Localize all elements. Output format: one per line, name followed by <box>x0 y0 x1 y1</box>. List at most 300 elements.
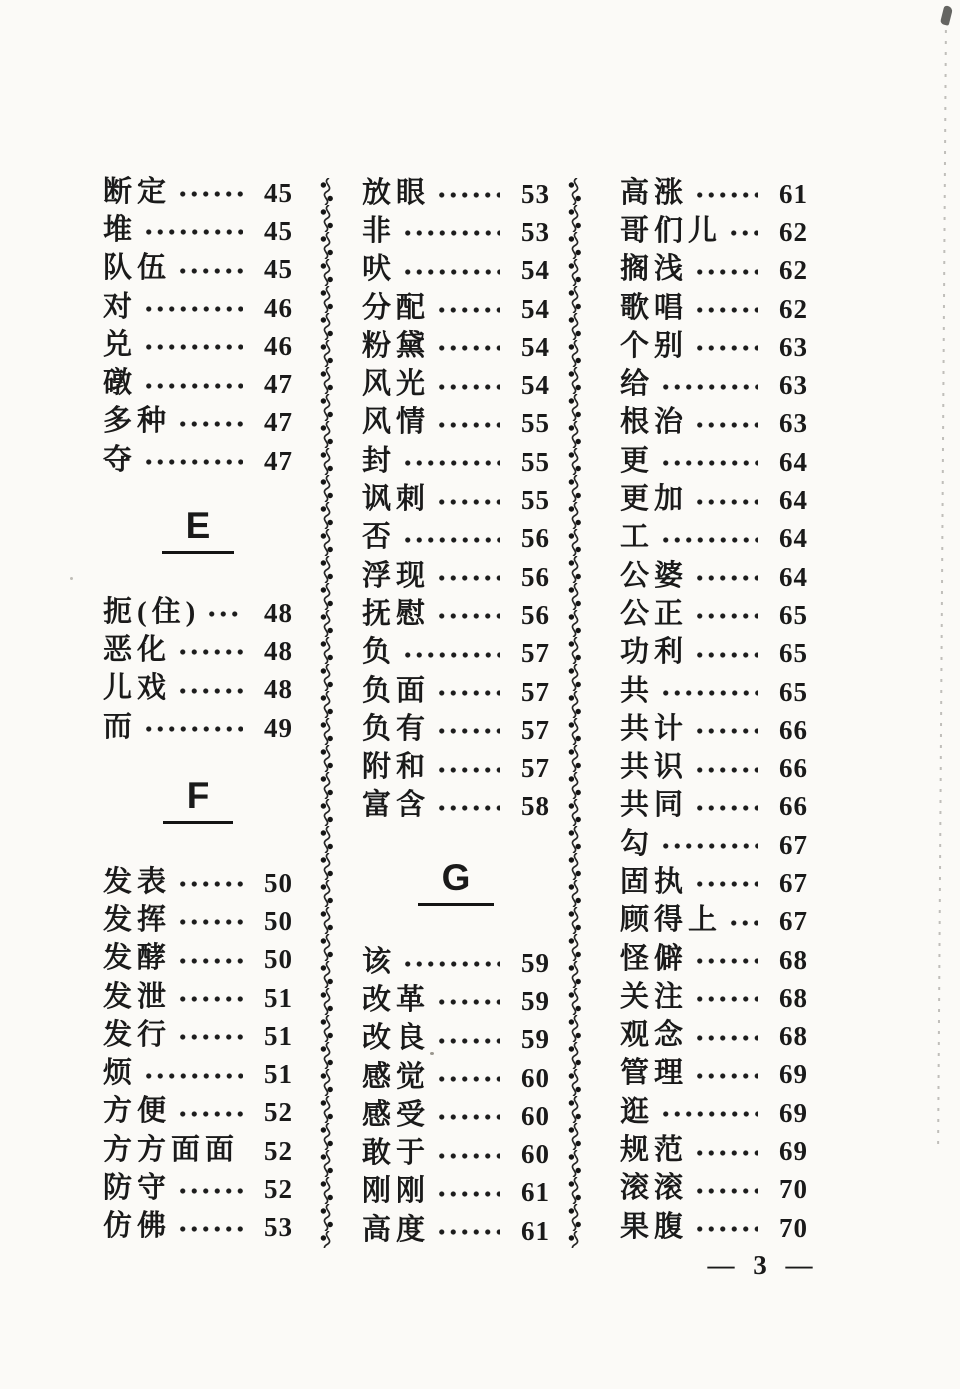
entry-page-number: 48 <box>264 597 293 628</box>
entry-term: 烦 <box>103 1057 138 1090</box>
index-entry <box>362 1020 550 1058</box>
dot-leader <box>694 189 758 201</box>
index-entry <box>362 1096 550 1134</box>
index-entry <box>362 557 550 595</box>
entry-page-number: 62 <box>779 255 808 286</box>
entry-page-number: 64 <box>779 523 808 554</box>
dot-leader <box>436 304 500 316</box>
dot-leader <box>436 496 500 508</box>
index-entry <box>362 1058 550 1096</box>
dot-leader <box>694 304 758 316</box>
entry-page-number: 69 <box>779 1097 808 1128</box>
entry-term: 分配 <box>362 291 431 324</box>
index-entry <box>620 557 808 595</box>
entry-term: 发行 <box>103 1018 172 1051</box>
dot-leader <box>402 649 500 661</box>
column2-section-g-entries <box>362 943 550 1249</box>
entry-term: 浮现 <box>362 559 431 592</box>
section-letter-f: F <box>163 776 234 824</box>
entry-page-number: 64 <box>779 446 808 477</box>
entry-term: 改革 <box>362 983 431 1016</box>
entry-term: 果腹 <box>620 1210 689 1243</box>
entry-term: 兑 <box>103 328 138 361</box>
entry-page-number: 52 <box>264 1135 293 1166</box>
page-number-footer: — 3 — <box>707 1250 819 1280</box>
dot-leader <box>728 227 758 239</box>
scan-speck <box>70 577 73 580</box>
index-entry <box>362 365 550 403</box>
dot-leader <box>436 687 500 699</box>
entry-term: 搁浅 <box>620 253 689 286</box>
index-entry <box>103 940 293 978</box>
entry-page-number: 51 <box>264 1059 293 1090</box>
entry-page-number: 54 <box>521 370 550 401</box>
entry-term: 高涨 <box>620 176 689 209</box>
index-entry <box>103 364 293 402</box>
dot-leader <box>436 610 500 622</box>
index-entry <box>103 173 293 211</box>
dot-leader <box>436 725 500 737</box>
index-entry <box>103 1093 293 1131</box>
entry-term: 改良 <box>362 1022 431 1055</box>
dot-leader <box>728 917 758 929</box>
entry-term: 讽刺 <box>362 483 431 516</box>
entry-page-number: 56 <box>521 561 550 592</box>
entry-page-number: 67 <box>779 829 808 860</box>
dot-leader <box>177 1223 243 1235</box>
column2-section-f-entries <box>362 174 550 825</box>
index-entry <box>620 1017 808 1055</box>
index-entry <box>103 901 293 939</box>
entry-page-number: 52 <box>264 1097 293 1128</box>
entry-page-number: 51 <box>264 982 293 1013</box>
entry-page-number: 57 <box>521 714 550 745</box>
index-entry <box>362 404 550 442</box>
dot-leader <box>694 725 758 737</box>
entry-term: 恶化 <box>103 633 172 666</box>
entry-page-number: 68 <box>779 982 808 1013</box>
index-entry <box>620 212 808 250</box>
entry-page-number: 51 <box>264 1020 293 1051</box>
entry-page-number: 65 <box>779 599 808 630</box>
index-entry <box>103 288 293 326</box>
index-entry <box>103 631 293 669</box>
index-entry <box>620 365 808 403</box>
index-entry <box>103 250 293 288</box>
entry-page-number: 50 <box>264 944 293 975</box>
index-entry <box>362 1211 550 1249</box>
entry-page-number: 69 <box>779 1059 808 1090</box>
dot-leader <box>402 266 500 278</box>
entry-term: 儿戏 <box>103 672 172 705</box>
entry-page-number: 59 <box>521 1024 550 1055</box>
index-entry <box>620 710 808 748</box>
entry-term: 固执 <box>620 865 689 898</box>
index-entry <box>620 519 808 557</box>
entry-page-number: 45 <box>264 177 293 208</box>
entry-term: 哥们儿 <box>620 214 723 247</box>
dot-leader <box>660 687 758 699</box>
entry-page-number: 50 <box>264 867 293 898</box>
index-entry <box>362 442 550 480</box>
index-entry <box>362 787 550 825</box>
entry-page-number: 66 <box>779 714 808 745</box>
entry-term: 礅 <box>103 367 138 400</box>
entry-term: 共识 <box>620 751 689 784</box>
entry-term: 个别 <box>620 329 689 362</box>
section-letter-g: G <box>418 858 495 906</box>
entry-term: 断定 <box>103 175 172 208</box>
entry-page-number: 64 <box>779 561 808 592</box>
dot-leader <box>177 188 243 200</box>
entry-term: 而 <box>103 710 138 743</box>
index-entry <box>620 442 808 480</box>
entry-term: 敢于 <box>362 1137 431 1170</box>
dot-leader <box>694 610 758 622</box>
section-letter-e: E <box>162 506 235 554</box>
entry-term: 刚刚 <box>362 1175 431 1208</box>
dot-leader <box>694 342 758 354</box>
dot-leader <box>436 764 500 776</box>
dot-leader <box>177 265 243 277</box>
entry-page-number: 53 <box>264 1212 293 1243</box>
entry-page-number: 57 <box>521 676 550 707</box>
wavy-column-divider-left <box>315 178 339 1248</box>
index-entry <box>620 404 808 442</box>
index-entry <box>103 403 293 441</box>
dot-leader <box>660 381 758 393</box>
dot-leader <box>177 993 243 1005</box>
scan-edge-artifact <box>937 30 947 1145</box>
dot-leader <box>436 419 500 431</box>
entry-term: 共计 <box>620 712 689 745</box>
index-entry <box>620 902 808 940</box>
dot-leader <box>177 955 243 967</box>
dot-leader <box>402 534 500 546</box>
entry-page-number: 69 <box>779 1136 808 1167</box>
index-entry <box>362 1173 550 1211</box>
entry-term: 共 <box>620 674 655 707</box>
entry-term: 抚慰 <box>362 597 431 630</box>
index-entry <box>103 863 293 901</box>
entry-term: 关注 <box>620 980 689 1013</box>
entry-page-number: 55 <box>521 446 550 477</box>
entry-term: 更加 <box>620 483 689 516</box>
dot-leader <box>143 303 243 315</box>
entry-term: 非 <box>362 214 397 247</box>
index-entry <box>362 710 550 748</box>
entry-page-number: 60 <box>521 1139 550 1170</box>
dot-leader <box>694 496 758 508</box>
dot-leader <box>436 189 500 201</box>
index-entry <box>103 1016 293 1054</box>
dot-leader <box>436 342 500 354</box>
dot-leader <box>143 380 243 392</box>
index-entry <box>362 289 550 327</box>
entry-page-number: 52 <box>264 1174 293 1205</box>
entry-term: 负有 <box>362 712 431 745</box>
entry-page-number: 53 <box>521 216 550 247</box>
entry-page-number: 65 <box>779 676 808 707</box>
index-entry <box>362 634 550 672</box>
entry-page-number: 59 <box>521 947 550 978</box>
dot-leader <box>694 649 758 661</box>
index-entry <box>620 978 808 1016</box>
dot-leader <box>143 226 243 238</box>
dot-leader <box>694 1070 758 1082</box>
index-entry <box>362 981 550 1019</box>
entry-term: 给 <box>620 368 655 401</box>
index-entry <box>103 326 293 364</box>
dot-leader <box>694 419 758 431</box>
column1-section-d-entries <box>103 173 293 479</box>
entry-term: 该 <box>362 945 397 978</box>
column1-section-f-entries <box>103 863 293 1246</box>
entry-page-number: 45 <box>264 254 293 285</box>
section-header-f <box>103 776 293 824</box>
dot-leader <box>694 572 758 584</box>
entry-page-number: 47 <box>264 445 293 476</box>
entry-page-number: 66 <box>779 753 808 784</box>
dot-leader <box>436 1188 500 1200</box>
index-entry <box>362 943 550 981</box>
dot-leader <box>660 1108 758 1120</box>
index-entry <box>620 174 808 212</box>
entry-page-number: 63 <box>779 331 808 362</box>
entry-term: 方方面面 <box>103 1133 240 1166</box>
entry-page-number: 49 <box>264 712 293 743</box>
index-entry <box>103 593 293 631</box>
dot-leader <box>694 802 758 814</box>
entry-term: 附和 <box>362 751 431 784</box>
dot-leader <box>694 1185 758 1197</box>
dot-leader <box>436 802 500 814</box>
entry-page-number: 59 <box>521 985 550 1016</box>
dot-leader <box>177 1108 243 1120</box>
entry-term: 负面 <box>362 674 431 707</box>
entry-term: 扼(住) <box>103 595 201 628</box>
entry-term: 功利 <box>620 636 689 669</box>
entry-page-number: 46 <box>264 292 293 323</box>
entry-page-number: 50 <box>264 905 293 936</box>
entry-term: 怪僻 <box>620 942 689 975</box>
dot-leader <box>436 1111 500 1123</box>
index-entry <box>362 251 550 289</box>
index-entry <box>103 211 293 249</box>
entry-term: 共同 <box>620 789 689 822</box>
entry-page-number: 61 <box>521 1215 550 1246</box>
entry-term: 公婆 <box>620 559 689 592</box>
entry-page-number: 60 <box>521 1100 550 1131</box>
entry-term: 防守 <box>103 1172 172 1205</box>
entry-page-number: 62 <box>779 293 808 324</box>
index-entry <box>620 251 808 289</box>
dot-leader <box>177 878 243 890</box>
index-entry <box>103 441 293 479</box>
entry-term: 吠 <box>362 253 397 286</box>
index-entry <box>362 595 550 633</box>
entry-page-number: 64 <box>779 485 808 516</box>
entry-term: 方便 <box>103 1095 172 1128</box>
index-entry <box>362 672 550 710</box>
entry-term: 根治 <box>620 406 689 439</box>
entry-term: 队伍 <box>103 252 172 285</box>
index-entry <box>620 1208 808 1246</box>
entry-page-number: 48 <box>264 674 293 705</box>
entry-term: 富含 <box>362 789 431 822</box>
index-entry <box>362 480 550 518</box>
dot-leader <box>436 1150 500 1162</box>
entry-term: 公正 <box>620 597 689 630</box>
entry-term: 顾得上 <box>620 904 723 937</box>
entry-page-number: 66 <box>779 791 808 822</box>
index-entry <box>620 863 808 901</box>
dot-leader <box>436 1035 500 1047</box>
entry-page-number: 67 <box>779 906 808 937</box>
dot-leader <box>436 572 500 584</box>
entry-page-number: 46 <box>264 330 293 361</box>
entry-term: 发泄 <box>103 980 172 1013</box>
column3-section-g-entries <box>620 174 808 1246</box>
index-entry <box>620 1170 808 1208</box>
index-entry <box>362 212 550 250</box>
dot-leader <box>143 723 243 735</box>
entry-term: 发酵 <box>103 942 172 975</box>
index-entry <box>620 634 808 672</box>
dot-leader <box>143 341 243 353</box>
wavy-column-divider-right <box>563 178 587 1248</box>
index-entry <box>620 595 808 633</box>
entry-term: 观念 <box>620 1019 689 1052</box>
entry-page-number: 67 <box>779 867 808 898</box>
index-entry <box>620 327 808 365</box>
index-entry <box>620 289 808 327</box>
entry-page-number: 68 <box>779 1021 808 1052</box>
entry-term: 发挥 <box>103 903 172 936</box>
dot-leader <box>660 457 758 469</box>
entry-page-number: 56 <box>521 599 550 630</box>
dot-leader <box>694 764 758 776</box>
entry-term: 否 <box>362 521 397 554</box>
index-entry <box>620 825 808 863</box>
dot-leader <box>694 1032 758 1044</box>
dot-leader <box>660 840 758 852</box>
entry-page-number: 70 <box>779 1174 808 1205</box>
dot-leader <box>177 1031 243 1043</box>
index-entry <box>620 672 808 710</box>
entry-page-number: 70 <box>779 1212 808 1243</box>
entry-term: 感觉 <box>362 1060 431 1093</box>
entry-term: 管理 <box>620 1057 689 1090</box>
entry-term: 发表 <box>103 865 172 898</box>
entry-page-number: 54 <box>521 293 550 324</box>
entry-term: 工 <box>620 521 655 554</box>
entry-term: 仿佛 <box>103 1210 172 1243</box>
index-entry <box>362 519 550 557</box>
dot-leader <box>694 878 758 890</box>
index-entry <box>103 1054 293 1092</box>
entry-page-number: 68 <box>779 944 808 975</box>
entry-page-number: 47 <box>264 369 293 400</box>
dot-leader <box>436 996 500 1008</box>
section-header-e <box>103 506 293 554</box>
entry-page-number: 47 <box>264 407 293 438</box>
entry-page-number: 55 <box>521 485 550 516</box>
column1-section-e-entries <box>103 593 293 746</box>
entry-page-number: 54 <box>521 331 550 362</box>
entry-term: 勾 <box>620 827 655 860</box>
index-entry <box>620 1131 808 1169</box>
entry-page-number: 55 <box>521 408 550 439</box>
dot-leader <box>143 456 243 468</box>
dot-leader <box>143 1070 243 1082</box>
entry-page-number: 57 <box>521 753 550 784</box>
entry-term: 规范 <box>620 1134 689 1167</box>
index-entry <box>103 978 293 1016</box>
entry-term: 歌唱 <box>620 291 689 324</box>
entry-term: 夺 <box>103 443 138 476</box>
scan-ink-mark <box>940 5 953 26</box>
dot-leader <box>402 457 500 469</box>
index-entry <box>362 327 550 365</box>
dot-leader <box>402 958 500 970</box>
entry-term: 更 <box>620 444 655 477</box>
entry-term: 滚滚 <box>620 1172 689 1205</box>
index-entry <box>103 670 293 708</box>
entry-page-number: 63 <box>779 370 808 401</box>
entry-term: 放眼 <box>362 176 431 209</box>
dot-leader <box>177 1185 243 1197</box>
entry-page-number: 54 <box>521 255 550 286</box>
entry-page-number: 58 <box>521 791 550 822</box>
entry-page-number: 57 <box>521 638 550 669</box>
entry-page-number: 61 <box>521 1177 550 1208</box>
index-entry <box>620 480 808 518</box>
dot-leader <box>694 1223 758 1235</box>
dot-leader <box>402 227 500 239</box>
dot-leader <box>177 916 243 928</box>
entry-page-number: 63 <box>779 408 808 439</box>
entry-term: 堆 <box>103 213 138 246</box>
dot-leader <box>436 1226 500 1238</box>
index-entry <box>362 174 550 212</box>
entry-page-number: 53 <box>521 178 550 209</box>
entry-page-number: 48 <box>264 635 293 666</box>
entry-term: 多种 <box>103 405 172 438</box>
dot-leader <box>694 266 758 278</box>
dot-leader <box>177 685 243 697</box>
dot-leader <box>694 993 758 1005</box>
scan-speck <box>430 1052 434 1055</box>
dot-leader <box>660 534 758 546</box>
dot-leader <box>436 1073 500 1085</box>
index-entry <box>103 1208 293 1246</box>
dot-leader <box>694 1147 758 1159</box>
index-entry <box>620 787 808 825</box>
index-entry <box>103 708 293 746</box>
entry-term: 对 <box>103 290 138 323</box>
entry-term: 封 <box>362 444 397 477</box>
entry-term: 风情 <box>362 406 431 439</box>
entry-page-number: 61 <box>779 178 808 209</box>
entry-page-number: 62 <box>779 216 808 247</box>
dot-leader <box>694 955 758 967</box>
entry-term: 感受 <box>362 1098 431 1131</box>
entry-page-number: 56 <box>521 523 550 554</box>
index-entry <box>620 1055 808 1093</box>
entry-page-number: 65 <box>779 638 808 669</box>
index-entry <box>620 748 808 786</box>
